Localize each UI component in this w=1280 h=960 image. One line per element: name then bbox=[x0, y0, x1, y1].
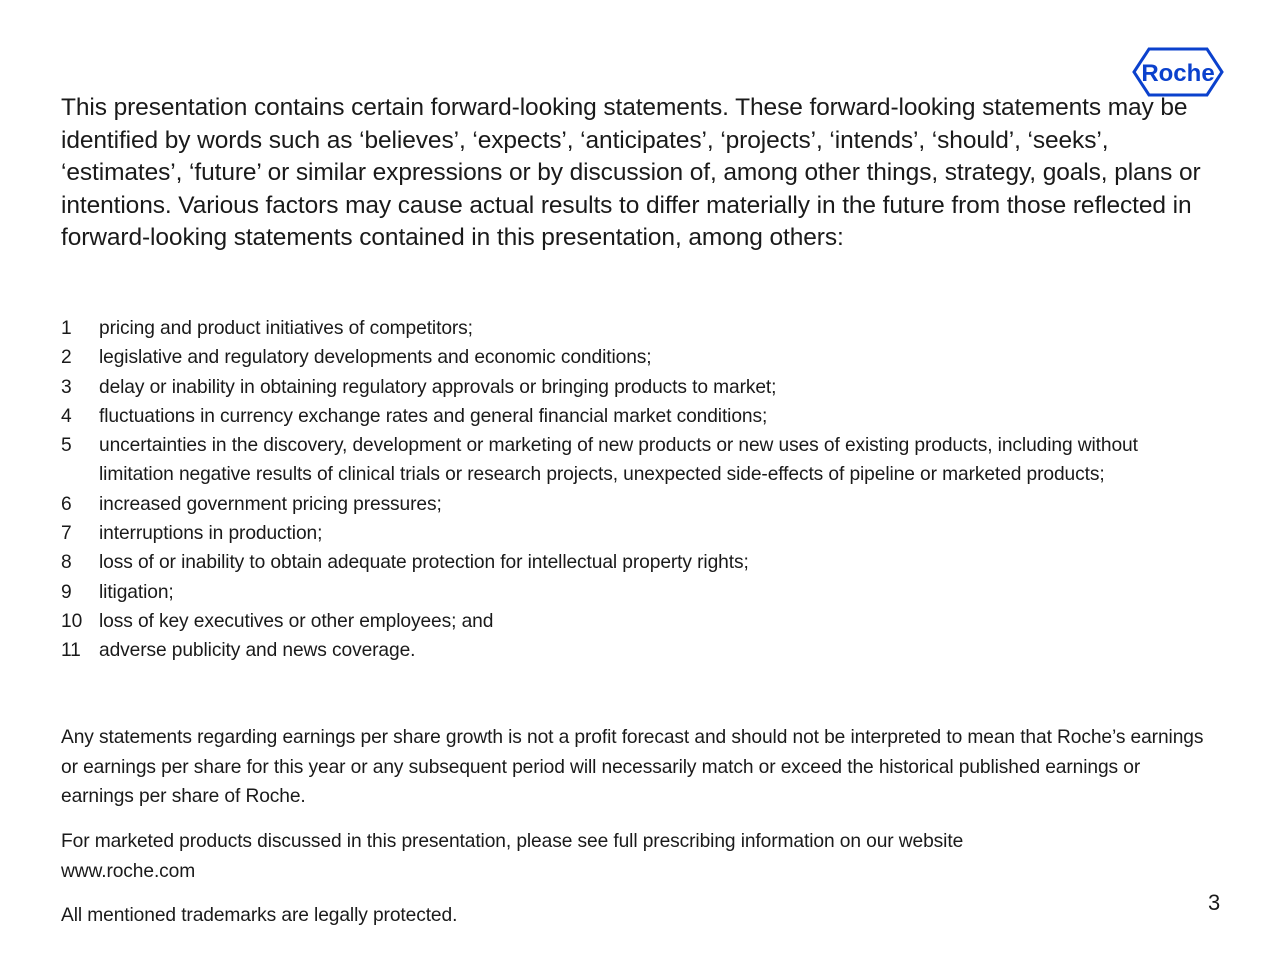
risk-item-3 bbox=[61, 373, 1211, 402]
risk-item-5 bbox=[61, 431, 1211, 490]
risk-number: 7 bbox=[61, 523, 72, 545]
products-statement-text: For marketed products discussed in this presentation, please see full prescribing information on our website bbox=[61, 831, 964, 852]
risk-item-8 bbox=[61, 548, 1211, 577]
risk-text: fluctuations in currency exchange rates and general financial market conditions; bbox=[99, 405, 768, 427]
risk-item-10 bbox=[61, 607, 1211, 636]
risk-text: pricing and product initiatives of competitors; bbox=[99, 318, 473, 339]
risk-item-6 bbox=[61, 490, 1211, 519]
risk-text: loss of key executives or other employees; and bbox=[99, 610, 494, 632]
risk-number: 9 bbox=[61, 581, 72, 603]
risk-item-9 bbox=[61, 578, 1211, 607]
risk-text: litigation; bbox=[99, 581, 174, 603]
risk-text: interruptions in production; bbox=[99, 523, 323, 545]
risk-number: 8 bbox=[61, 552, 72, 574]
risk-item-7 bbox=[61, 519, 1211, 548]
roche-logo bbox=[1132, 47, 1224, 97]
risk-number: 2 bbox=[61, 347, 72, 369]
risk-item-2 bbox=[61, 343, 1211, 372]
risk-text: legislative and regulatory developments and economic conditions; bbox=[99, 347, 652, 369]
risk-factor-list bbox=[61, 314, 1211, 666]
risk-number: 1 bbox=[61, 318, 72, 339]
risk-text: uncertainties in the discovery, development or marketing of new products or new uses of existing products, including without limitation negative results of clinical trials or research projects, unexpected side-effects of pipeline or marketed products; bbox=[99, 435, 1138, 486]
risk-number: 3 bbox=[61, 376, 72, 398]
trademarks-notice: All mentioned trademarks are legally protected. bbox=[61, 905, 458, 926]
risk-number: 10 bbox=[61, 610, 83, 632]
risk-text: delay or inability in obtaining regulatory approvals or bringing products to market; bbox=[99, 376, 777, 398]
risk-item-1 bbox=[61, 314, 1211, 343]
risk-text: loss of or inability to obtain adequate protection for intellectual property rights; bbox=[99, 552, 749, 574]
roche-hexagon-icon bbox=[1132, 47, 1224, 97]
intro-paragraph: This presentation contains certain forward-looking statements. These forward-looking statements may be identified by words such as ‘believes’, ‘expects’, ‘anticipates’, ‘projects’, ‘intends’, ‘should’, ‘seeks’, ‘estimates’, ‘future’ or similar expressions or by discussion of, among other things, strategy, goals, plans or intentions. Various factors may cause actual results to differ materially in the future from those reflected in forward-looking statements contained in this presentation, among others: bbox=[61, 94, 1201, 252]
page-number: 3 bbox=[1208, 890, 1221, 915]
risk-number: 4 bbox=[61, 405, 72, 427]
eps-statement: Any statements regarding earnings per share growth is not a profit forecast and should not be interpreted to mean that Roche’s earnings or earnings per share for this year or any subsequent period will necessarily match or exceed the historical published earnings or earnings per share of Roche. bbox=[61, 727, 1204, 807]
logo-text: Roche bbox=[1141, 60, 1215, 87]
risk-number: 5 bbox=[61, 435, 72, 457]
risk-text: increased government pricing pressures; bbox=[99, 493, 442, 515]
website-link[interactable]: www.roche.com bbox=[61, 860, 196, 882]
risk-text: adverse publicity and news coverage. bbox=[99, 640, 416, 662]
products-statement bbox=[61, 827, 1211, 886]
risk-item-4 bbox=[61, 402, 1211, 431]
risk-item-11 bbox=[61, 636, 1211, 665]
risk-number: 6 bbox=[61, 493, 72, 515]
risk-number: 11 bbox=[61, 640, 81, 662]
